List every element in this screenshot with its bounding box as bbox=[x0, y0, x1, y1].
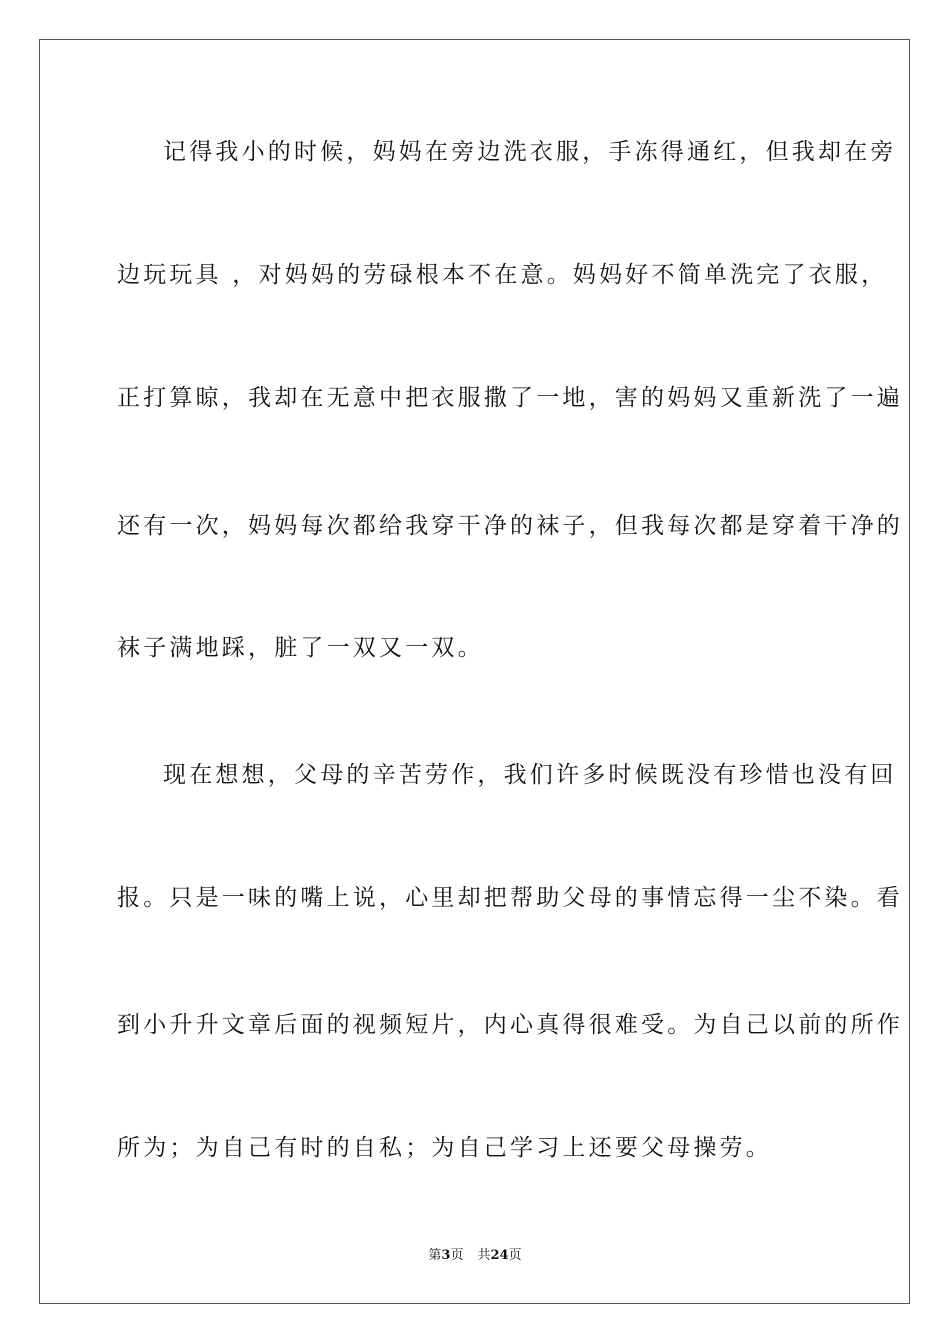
paragraph-2-line-4: 所为；为自己有时的自私；为自己学习上还要父母操劳。 bbox=[117, 1135, 772, 1161]
paragraph-1-line-3: 正打算晾，我却在无意中把衣服撒了一地，害的妈妈又重新洗了一遍 bbox=[117, 385, 903, 411]
paragraph-1-line-4: 还有一次，妈妈每次都给我穿干净的袜子，但我每次都是穿着干净的 bbox=[117, 513, 903, 539]
paragraph-1-line-2: 边玩玩具 ，对妈妈的劳碌根本不在意。妈妈好不简单洗完了衣服， bbox=[117, 262, 888, 288]
paragraph-1-line-5: 袜子满地踩，脏了一双又一双。 bbox=[117, 635, 484, 661]
footer-page-prefix: 第 bbox=[428, 1248, 442, 1263]
page-footer bbox=[0, 1247, 950, 1265]
footer-total-prefix: 共 bbox=[477, 1248, 491, 1263]
page-frame bbox=[39, 39, 910, 1304]
paragraph-1-line-1: 记得我小的时候，妈妈在旁边洗衣服，手冻得通红，但我却在旁 bbox=[163, 139, 897, 165]
footer-page-number: 3 bbox=[441, 1248, 451, 1263]
paragraph-2-line-3: 到小升升文章后面的视频短片，内心真得很难受。为自己以前的所作 bbox=[117, 1012, 903, 1038]
footer-total-pages: 24 bbox=[490, 1248, 509, 1263]
paragraph-2-line-1: 现在想想，父母的辛苦劳作，我们许多时候既没有珍惜也没有回 bbox=[163, 762, 897, 788]
footer-page-suffix: 页 bbox=[450, 1248, 464, 1263]
paragraph-2-line-2: 报。只是一味的嘴上说，心里却把帮助父母的事情忘得一尘不染。看 bbox=[117, 885, 903, 911]
footer-total-suffix: 页 bbox=[508, 1248, 522, 1263]
